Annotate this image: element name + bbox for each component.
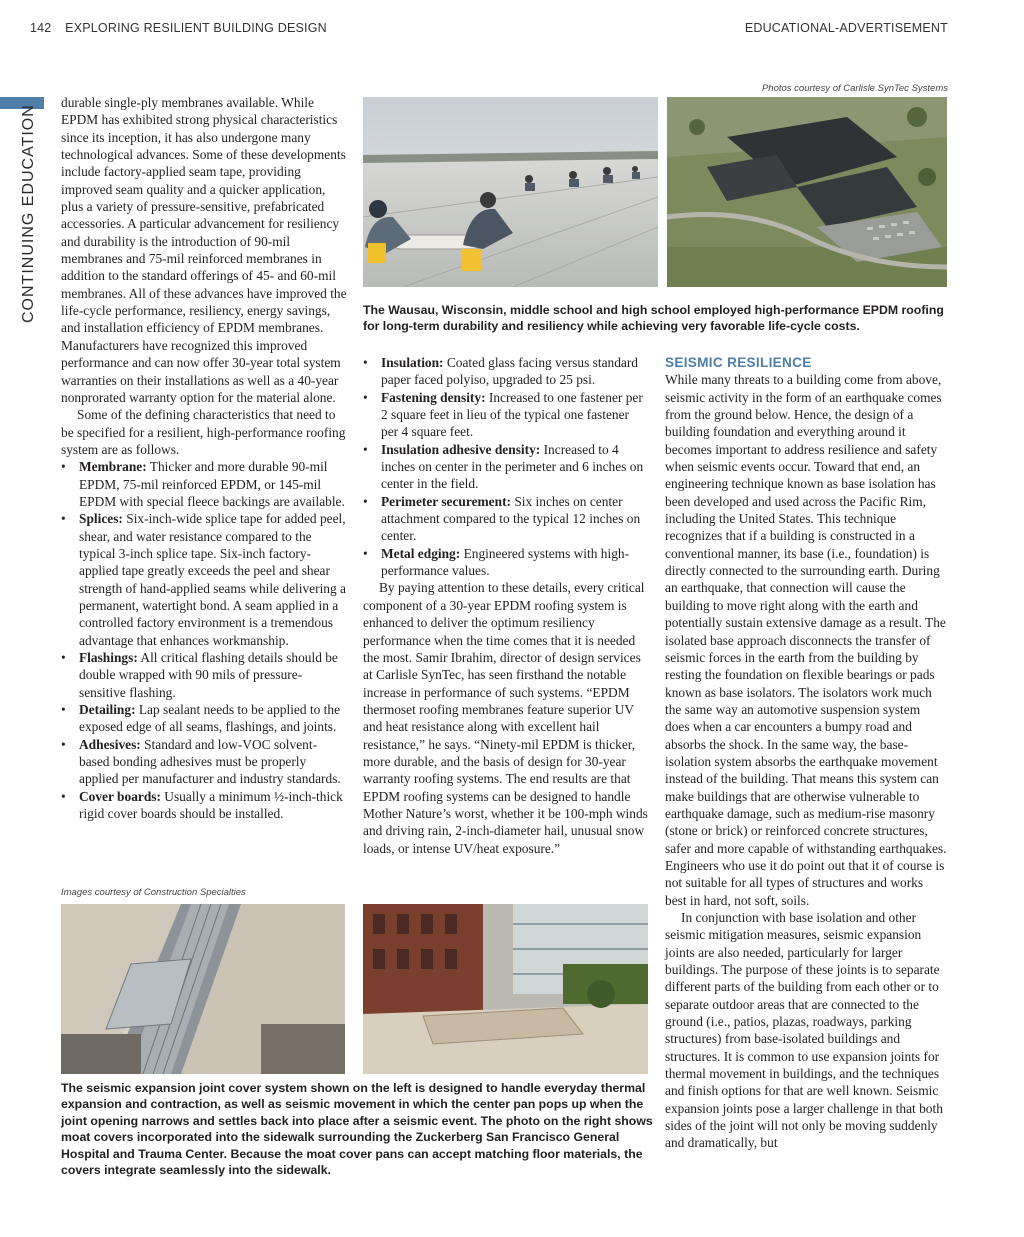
list-item [363,545,648,580]
paragraph: While many threats to a building come from above, seismic activity in the form of an earthquake comes from the ground below. Hence, the design of a building foundation and everything around it becomes important to address resilience and safety when seismic events occur. Toward that end, an engineering technique known as base isolation has been developed and used across the Pacific Rim, including the United States. This technique recognizes that if a building is constructed in a conventional manner, its base (i.e., foundation) is directly connected to the surrounding earth. During an earthquake, that connection will cause the building to move right along with the earth and potentially sustain extensive damage as a result. The isolated base approach disconnects the transfer of seismic forces in the earth from the building by resting the foundation on flexible bearings or pads known as base isolators. The isolators work much the same way an automotive suspension system does when a car encounters a bumpy road and absorbs the shock. In the same way, the base-isolation system absorbs the earthquake movement instead of the building. That means this system can make buildings that are otherwise vulnerable to earthquake damage, such as medium-rise masonry (stone or brick) or reinforced concrete structures, safer and more capable of withstanding earthquakes. Engineers who use it do point out that it of course is not suitable for all types of structures and works best in hard, not soft, soils. [665,372,947,908]
list-item [61,458,347,510]
caption-bottom: The seismic expansion joint cover system shown on the left is designed to handle everyday thermal expansion and contraction, as well as seismic movement in which the center pan pops up when the joint opening narrows and settles back into place after a seismic event. The photo on the right shows moat covers incorporated into the sidewalk surrounding the Zuckerberg San Francisco General Hospital and Trauma Center. Because the moat cover pans can accept matching floor materials, the covers integrate seamlessly into the sidewalk. [61,1081,653,1178]
page-header [30,21,327,35]
spec-list [363,354,648,579]
list-text: Lap sealant needs to be applied to the exposed edge of all seams, flashings, and joints. [79,702,341,735]
sidebar-label: CONTINUING EDUCATION [20,104,37,323]
running-title: EXPLORING RESILIENT BUILDING DESIGN [65,21,327,35]
list-text: Thicker and more durable 90-mil EPDM, 75-mil reinforced EPDM, or 145-mil EPDM with special fleece backings are available. [79,459,345,509]
paragraph: In conjunction with base isolation and other seismic mitigation measures, seismic expansion joints are also needed, particularly for larger buildings. The purpose of these joints is to separate different parts of the building from each other or to separate outdoor areas that are connected to the ground (i.e., patios, plazas, roadways, parking structures) from base-isolated buildings and structures. It is common to use expansion joints for thermal movement in buildings, and the techniques and finish options for that are well known. Seismic expansion joints pose a larger challenge in that both sides of the joint will not only be moving suddenly and dramatically, but [665,910,943,1151]
expansion-joint-render [61,904,345,1074]
aerial-school-photo [667,97,947,287]
image-credit-bottom: Images courtesy of Construction Specialties [61,887,246,898]
list-term: Membrane: [79,459,147,475]
list-term: Insulation: [381,355,444,370]
column-right [665,354,947,1152]
list-item [61,649,347,701]
list-item [363,354,648,389]
list-item [61,510,347,649]
hospital-sidewalk-photo [363,904,648,1074]
list-term: Flashings: [79,650,138,665]
list-text: All critical flashing details should be double wrapped with 90 mils of pressure-sensitive flashing. [79,650,338,700]
list-term: Fastening density: [381,389,486,405]
section-heading: SEISMIC RESILIENCE [665,355,812,370]
list-term: Perimeter securement: [381,493,511,509]
list-item [363,493,648,545]
list-item [363,389,648,441]
caption-top: The Wausau, Wisconsin, middle school and high school employed high-performance EPDM roofing for long-term durability and resiliency while achieving very favorable life-cycle costs. [363,303,944,334]
list-item [61,788,347,823]
column-middle [363,354,648,857]
list-text: Usually a minimum ½-inch-thick rigid cover boards should be installed. [79,788,343,822]
page-number: 142 [30,21,52,35]
list-text: Coated glass facing versus standard paper faced polyiso, upgraded to 25 psi. [381,355,639,388]
paragraph: durable single-ply membranes available. While EPDM has exhibited strong physical characteristics since its inception, it has also undergone many technological advances. Some of these developments include factory-applied seam tape, providing improved seam quality and a quicker application, plus a variety of pressure-sensitive, prefabricated accessories. A particular advancement for resiliency and durability is the introduction of 90-mil membranes and 75-mil reinforced membranes in addition to the standard offerings of 45- and 60-mil membranes. All of these advances have improved the life-cycle performance, resiliency, energy savings, and installation efficiency of EPDM membranes. Manufacturers have recognized this improved performance and can now offer 30-year total system warranties on their installations as well as a 40-year nonprorated warranty option for the material alone. [61,95,347,405]
paragraph: Some of the defining characteristics that need to be specified for a resilient, high-performance roofing system are as follows. [61,407,346,457]
list-term: Insulation adhesive density: [381,441,541,457]
photo-credit-top: Photos courtesy of Carlisle SynTec Systems [761,83,948,94]
roofing-installation-photo [363,97,658,287]
section-label: EDUCATIONAL-ADVERTISEMENT [744,21,948,35]
list-item [363,441,648,493]
list-term: Adhesives: [79,736,141,752]
column-left [61,94,347,822]
list-text: Six inches on center attachment compared to the typical 12 inches on center. [381,493,641,544]
list-term: Cover boards: [79,788,161,804]
paragraph: By paying attention to these details, every critical component of a 30-year EPDM roofing system is enhanced to deliver the optimum resiliency performance when the time comes that it is needed the most. Samir Ibrahim, director of design services at Carlisle SynTec, has seen firsthand the notable increase in performance of such systems. “EPDM thermoset roofing membranes feature superior UV and heat resistance along with excellent hail resistance,” he says. “Ninety-mil EPDM is thicker, more durable, and the basis of design for 30-year warranty roofing systems. The end results are that EPDM roofing systems can be designed to handle Mother Nature’s worst, whether it be 100-mph winds and driving rain, 2-inch-diameter hail, unusual snow loads, or intense UV/heat exposure.” [363,580,648,856]
list-term: Splices: [79,511,123,527]
list-text: Standard and low-VOC solvent-based bonding adhesives must be properly applied per manufacturer and industry standards. [79,736,341,787]
list-item [61,701,347,736]
list-item [61,736,347,788]
list-term: Metal edging: [381,545,461,561]
list-text: Six-inch-wide splice tape for added peel, shear, and water resistance compared to the typical 3-inch splice tape. Six-inch factory-applied tape greatly exceeds the peel and shear strength of hand-applied seams while delivering a permanent, watertight bond. A seam applied in a controlled factory environment is a tremendous advantage that enhances workmanship. [79,511,346,648]
list-term: Detailing: [79,702,136,718]
list-text: Engineered systems with high-performance values. [381,545,630,579]
spec-list [61,458,347,822]
list-text: Increased to one fastener per 2 square feet in lieu of the typical one fastener per 4 square feet. [381,389,643,440]
list-text: Increased to 4 inches on center in the perimeter and 6 inches on center in the field. [381,441,644,492]
